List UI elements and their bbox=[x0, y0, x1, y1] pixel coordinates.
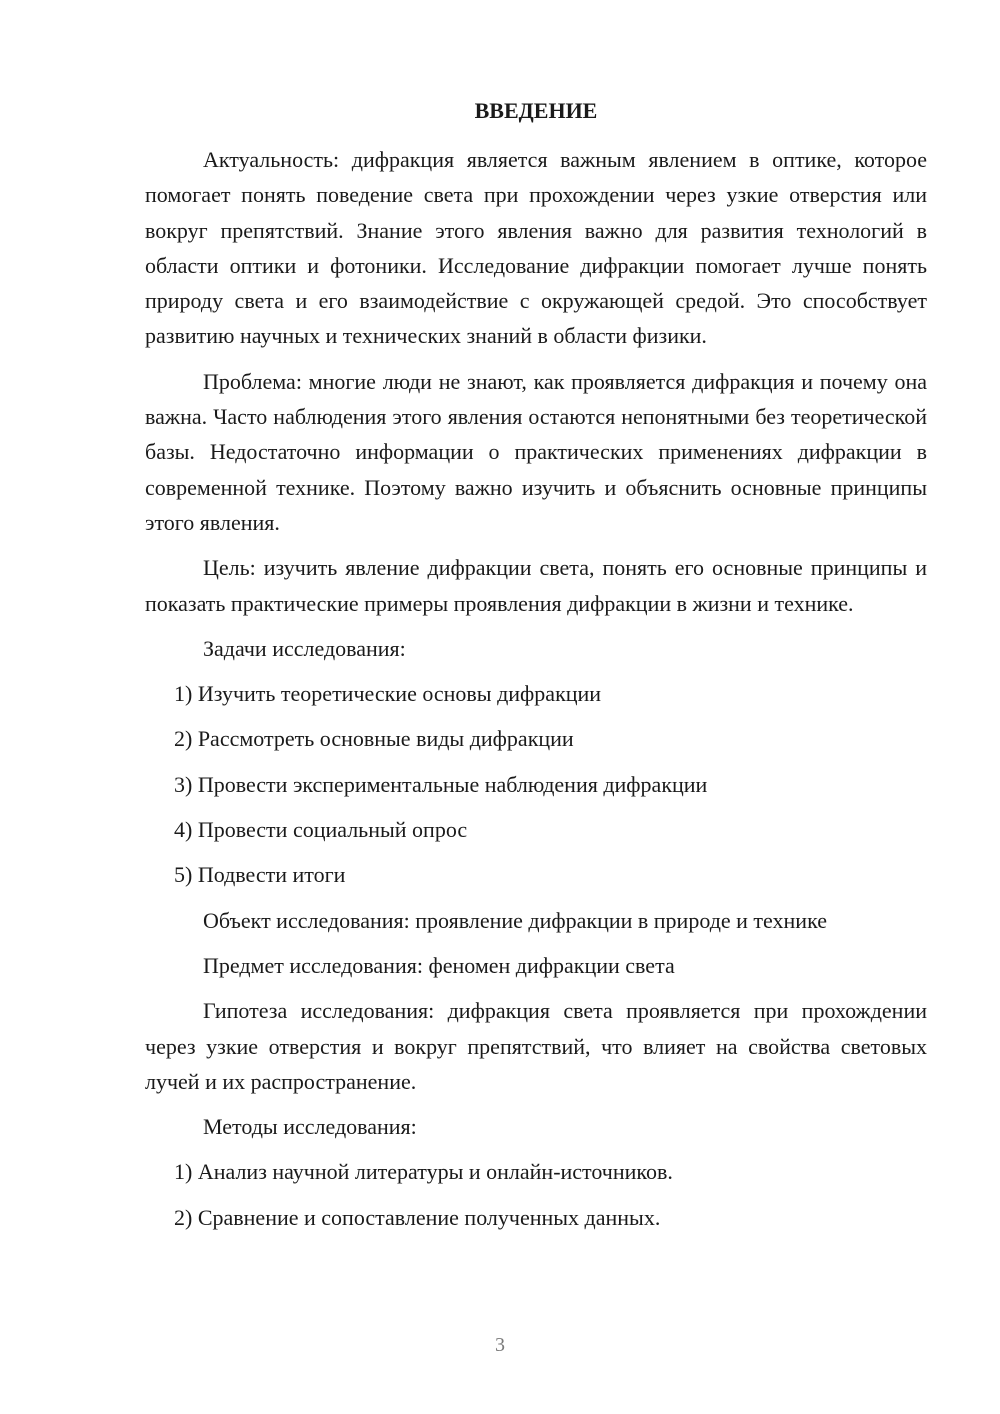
section-heading: ВВЕДЕНИЕ bbox=[474, 98, 598, 123]
problem-paragraph: Проблема: многие люди не знают, как проявляется дифракция и почему она важна. Часто наблюдения этого явления остаются непонятными без теоретической базы. Недостаточно информации о практических применениях дифракции в современной технике. Поэтому важно изучить и объяснить основные принципы этого явления. bbox=[145, 368, 927, 535]
tasks-list-item: 2) Рассмотреть основные виды дифракции bbox=[174, 726, 574, 752]
tasks-list-item: 1) Изучить теоретические основы дифракции bbox=[174, 681, 602, 707]
tasks-title: Задачи исследования: bbox=[203, 635, 406, 661]
relevance-paragraph: Актуальность: дифракция является важным явлением в оптике, которое помогает понять поведение света при прохождении через узкие отверстия или вокруг препятствий. Знание этого явления важно для развития технологий в области оптики и фотоники. Исследование дифракции помогает лучше понять природу света и его взаимодействие с окружающей средой. Это способствует развитию научных и технических знаний в области физики. bbox=[145, 147, 927, 349]
research-subject: Предмет исследования: феномен дифракции света bbox=[203, 952, 675, 978]
hypothesis-paragraph: Гипотеза исследования: дифракция света проявляется при прохождении через узкие отверстия и вокруг препятствий, что влияет на свойства световых лучей и их распространение. bbox=[145, 998, 927, 1094]
tasks-list-item: 5) Подвести итоги bbox=[174, 862, 346, 888]
goal-paragraph: Цель: изучить явление дифракции света, понять его основные принципы и показать практические примеры проявления дифракции в жизни и технике. bbox=[145, 555, 927, 616]
body-text bbox=[145, 142, 927, 1235]
methods-list-item: 2) Сравнение и сопоставление полученных данных. bbox=[174, 1204, 661, 1230]
methods-title: Методы исследования: bbox=[203, 1114, 417, 1140]
tasks-list-item: 4) Провести социальный опрос bbox=[174, 817, 468, 843]
tasks-list-item: 3) Провести экспериментальные наблюдения дифракции bbox=[174, 771, 708, 797]
research-object: Объект исследования: проявление дифракции в природе и технике bbox=[203, 907, 827, 933]
methods-list-item: 1) Анализ научной литературы и онлайн-источников. bbox=[174, 1159, 673, 1185]
page-number: 3 bbox=[495, 1334, 505, 1356]
